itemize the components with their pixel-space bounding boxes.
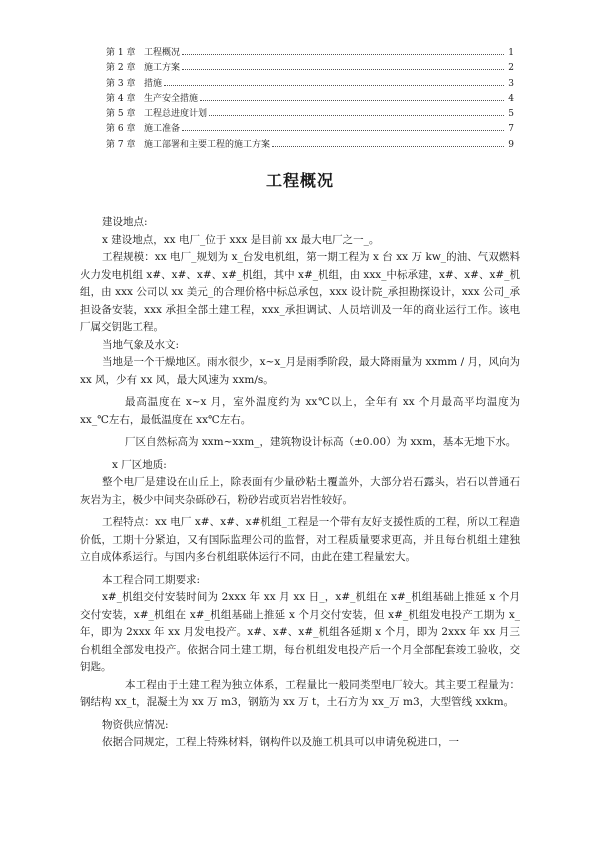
toc-leader-dots — [272, 146, 504, 147]
toc-entry[interactable] — [106, 121, 514, 136]
subheading-supply: 物资供应情况: — [102, 718, 169, 731]
toc-entry[interactable] — [106, 60, 514, 75]
toc-page-number: 7 — [508, 124, 514, 135]
toc-entry[interactable] — [106, 76, 514, 91]
toc-leader-dots — [164, 85, 504, 86]
toc-chapter: 第 1 章 — [106, 48, 136, 58]
toc-chapter: 第 7 章 — [106, 139, 136, 150]
paragraph-geology: 整个电厂是建设在山丘上，除表面有少量砂粘土覆盖外，大部分岩石露头，岩石以普通石灰岩为主，极少中间夹杂砾砂石，粉砂岩或页岩岩性较好。 — [80, 476, 520, 506]
subheading-geology: x 厂区地质: — [112, 458, 167, 471]
toc-leader-dots — [182, 130, 504, 131]
subheading-schedule: 本工程合同工期要求: — [102, 573, 201, 586]
toc-chapter: 第 3 章 — [106, 78, 136, 89]
toc-title: 施工部署和主要工程的施工方案 — [144, 139, 271, 150]
toc-entry[interactable] — [106, 137, 514, 152]
toc-page-number: 9 — [508, 139, 514, 150]
toc-leader-dots — [182, 69, 504, 70]
toc-page-number: 4 — [508, 93, 514, 104]
paragraph-temperature: 最高温度在 x~x 月，室外温度约为 xx℃以上，全年有 xx 个月最高平均温度为 xx_℃左右，最低温度在 xx℃左右。 — [80, 396, 520, 426]
toc-entry[interactable] — [106, 91, 514, 106]
toc-chapter: 第 5 章 — [106, 109, 136, 120]
toc-leader-dots — [182, 54, 504, 55]
subheading-climate: 当地气象及水文: — [102, 338, 180, 351]
toc-page-number: 1 — [508, 48, 514, 58]
toc-chapter: 第 2 章 — [106, 63, 136, 74]
toc-title: 工程总进度计划 — [144, 109, 208, 120]
toc-title: 措施 — [144, 78, 163, 89]
document-body — [80, 214, 520, 752]
paragraph-scale: 工程规模：xx 电厂_规划为 x_台发电机组，第一期工程为 x 台 xx 万 kw_的油、气双燃料火力发电机组 x#、x#、x#、x#_机组，其中 x#_机组，由 xxx_中标承建，x#、x#、x#_机组，由 xxx 公司以 xx 美元_的合理价格中标总承包，xxx 设计院_承担勘探设计，xxx 公司_承担设备安装，xxx 承担全部土建工程，xxx_承担调试、人员培训及一年的商业运行工作。该电厂属交钥匙工程。 — [80, 251, 520, 333]
toc-leader-dots — [200, 100, 504, 101]
paragraph-supply: 依据合同规定，工程上特殊材料，钢构件以及施工机具可以申请免税进口，一 — [102, 736, 459, 748]
toc-chapter: 第 6 章 — [106, 124, 136, 135]
toc-page-number: 3 — [508, 78, 514, 89]
paragraph-quantities: 本工程由于土建工程为独立体系，工程量比一般同类型电厂较大。其主要工程量为：钢结构 xx_t，混凝土为 xx 万 m3，钢筋为 xx 万 t，土石方为 xx_万 m3，大型管线 xxkm。 — [80, 678, 520, 708]
toc-chapter: 第 4 章 — [106, 93, 136, 104]
paragraph-location: x 建设地点，xx 电厂_位于 xxx 是目前 xx 最大电厂之一_。 — [102, 233, 380, 246]
paragraph-schedule: x#_机组交付安装时间为 2xxx 年 xx 月 xx 日_，x#_机组在 x#_机组基础上推延 x 个月交付安装，x#_机组在 x#_机组基础上推延 x 个月交付安装，但 x#_机组发电投产工期为 x_年，即为 2xxx 年 xx 月发电投产。x#、x#、x#_机组各延期 x 个月，即为 2xxx 年 xx 月三台机组全部发电投产。依据合同土建工期，每台机组发电投产后一个月全部配套竣工验收，交钥匙。 — [80, 591, 520, 673]
section-heading: 工程概况 — [265, 171, 334, 190]
toc-title: 生产安全措施 — [144, 93, 199, 104]
toc-title: 施工准备 — [144, 124, 181, 135]
table-of-contents — [106, 45, 514, 152]
toc-leader-dots — [209, 115, 504, 116]
paragraph-elevation: 厂区自然标高为 xxm~xxm_，建筑物设计标高（±0.00）为 xxm，基本无地下水。 — [125, 436, 517, 448]
paragraph-features: 工程特点：xx 电厂 x#、x#、x#机组_工程是一个带有友好支援性质的工程，所以工程造价低，工期十分紧迫，又有国际监理公司的监督，对工程质量要求更高，并且每台机组土建独立自成体系运行。与国内多台机组联体运行不同，由此在建工程量宏大。 — [80, 516, 520, 563]
toc-title: 工程概况 — [144, 48, 181, 58]
toc-title: 施工方案 — [144, 63, 181, 74]
paragraph-climate: 当地是一个干燥地区。雨水很少，x~x_月是雨季阶段，最大降雨量为 xxmm / 月，风向为 xx 风，少有 xx 风，最大风速为 xxm/s。 — [80, 356, 520, 386]
toc-page-number: 2 — [508, 63, 514, 74]
toc-page-number: 5 — [508, 109, 514, 120]
subheading-location: 建设地点: — [102, 216, 148, 228]
toc-entry[interactable] — [106, 106, 514, 121]
toc-entry[interactable] — [106, 45, 514, 60]
